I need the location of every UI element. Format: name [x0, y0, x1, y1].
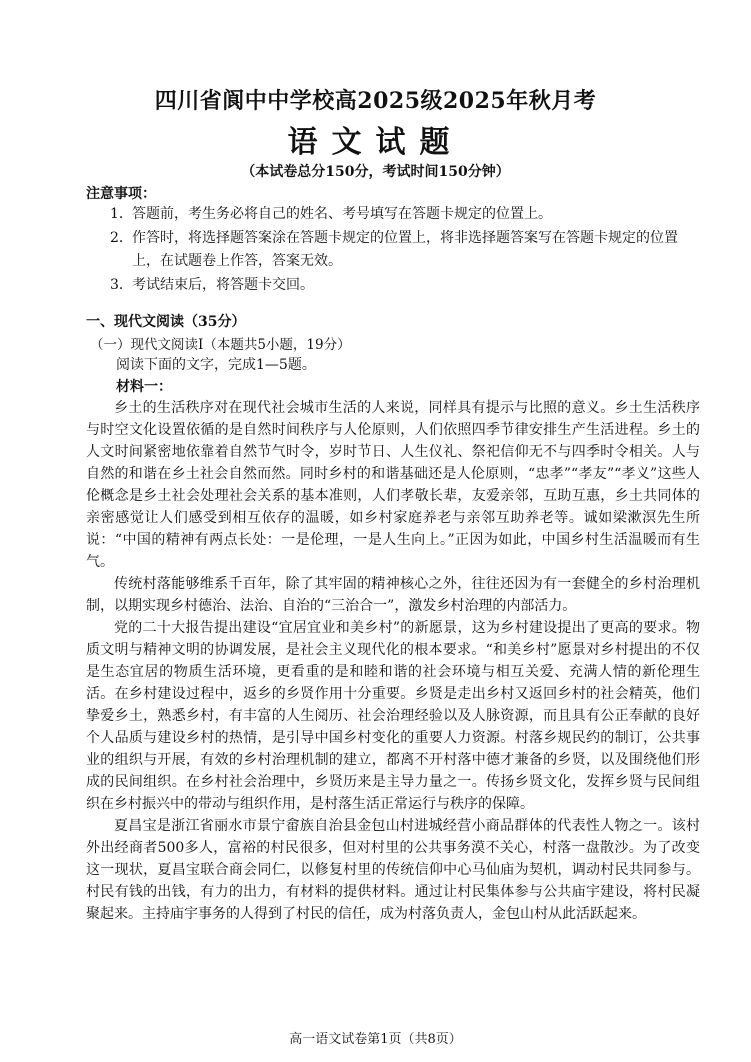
- notice-heading: 注意事项：: [86, 186, 156, 202]
- notice-item-number: 2．: [110, 229, 133, 246]
- body-paragraph: 传统村落能够维系千百年，除了其牢固的精神核心之外，往往还因为有一套健全的乡村治理机制，以期实现乡村德治、法治、自治的“三治合一”，激发乡村治理的内部活力。: [86, 576, 700, 614]
- notice-item-text: 答题前，考生务必将自己的姓名、考号填写在答题卡规定的位置上。: [132, 206, 552, 222]
- notice-item-text: 考试结束后，将答题卡交回。: [132, 276, 314, 293]
- reading-instruction: 阅读下面的文字，完成1—5题。: [116, 357, 316, 373]
- notice-item-text: 作答时，将选择题答案涂在答题卡规定的位置上，将非选择题答案写在答题卡规定的位置上，在试题卷上作答，答案无效。: [132, 229, 678, 269]
- notice-item: [110, 227, 700, 274]
- notice-list: [110, 203, 700, 297]
- subsection-heading: （一）现代文阅读Ⅰ（本题共5小题，19分）: [90, 337, 351, 353]
- body-paragraph: 夏昌宝是浙江省丽水市景宁畲族自治县金包山村进城经营小商品群体的代表性人物之一。该村外出经商者500多人，富裕的村民很多，但对村里的公共事务漠不关心，村落一盘散沙。为了改变这一现状，夏昌宝联合商会同仁，以修复村里的传统信仰中心马仙庙为契机，调动村民共同参与。村民有钱的出钱，有力的出力，有材料的提供材料。通过让村民集体参与公共庙宇建设，将村民凝聚起来。主持庙宇事务的人得到了村民的信任，成为村落负责人，金包山村从此活跃起来。: [86, 818, 700, 922]
- exam-info: （本试卷总分150分，考试时间150分钟）: [241, 164, 510, 180]
- notice-item-number: 3．: [110, 276, 133, 293]
- section-heading: 一、现代文阅读（35分）: [86, 314, 246, 330]
- body-paragraph: 党的二十大报告提出建设“宜居宜业和美乡村”的新愿景，这为乡村建设提出了更高的要求。物质文明与精神文明的协调发展，是社会主义现代化的根本要求。“和美乡村”愿景对乡村提出的不仅是生态宜居的物质生活环境，更看重的是和睦和谐的社会环境与相互关爱、充满人情的新伦理生活。在乡村建设过程中，返乡的乡贤作用十分重要。乡贤是走出乡村又返回乡村的社会精英，他们挚爱乡土，熟悉乡村，有丰富的人生阅历、社会治理经验以及人脉资源，而且具有公正奉献的良好个人品质与建设乡村的热情，是引导中国乡村变化的重要人力资源。村落乡规民约的制订，公共事业的组织与开展，有效的乡村治理机制的建立，都离不开村落中德才兼备的乡贤，以及围绕他们形成的民间组织。在乡村社会治理中，乡贤历来是主导力量之一。传扬乡贤文化，发挥乡贤与民间组织在乡村振兴中的带动与组织作用，是村落生活正常运行与秩序的保障。: [86, 620, 700, 812]
- notice-item-number: 1．: [110, 206, 133, 222]
- notice-item: [110, 274, 700, 298]
- page-footer: 高一语文试卷第1页（共8页）: [289, 1032, 462, 1047]
- exam-title: 四川省阆中中学校高2025级2025年秋月考: [154, 88, 597, 114]
- subject-title: 语文试题: [287, 125, 464, 160]
- notice-item: [110, 203, 700, 227]
- body-paragraph: 乡土的生活秩序对在现代社会城市生活的人来说，同样具有提示与比照的意义。乡土生活秩序与时空文化设置依循的是自然时间秩序与人伦原则，人们依照四季节律安排生产生活进程。乡土的人文时间紧密地依靠着自然节气时令，岁时节日、人生仪礼、祭祀信仰无不与四季时令相关。人与自然的和谐在乡土社会自然而然。同时乡村的和谐基础还是人伦原则，“忠孝”“孝友”“孝义”这些人伦概念是乡土社会处理社会关系的基本准则，人们孝敬长辈，友爱亲邻，互助互惠，乡土共同体的亲密感觉让人们感受到相互依存的温暖，如乡村家庭养老与亲邻互助养老等。诚如梁漱溟先生所说：“中国的精神有两点长处：一是伦理，一是人生向上。”正因为如此，中国乡村生活温暖而有生气。: [86, 400, 700, 570]
- material-label: 材料一：: [116, 379, 172, 395]
- material-body: [86, 397, 700, 925]
